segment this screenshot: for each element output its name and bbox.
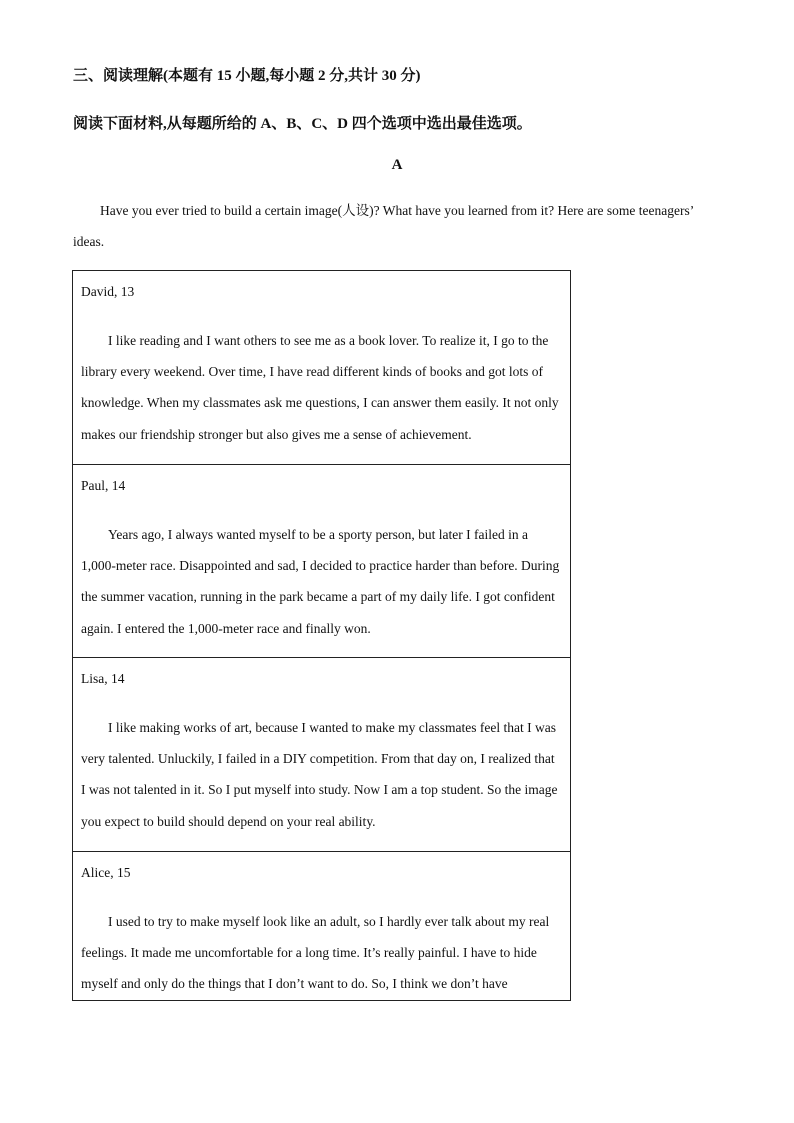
card-name: Paul, 14 — [81, 478, 126, 493]
card-alice — [73, 852, 570, 1000]
passage-label: A — [391, 157, 403, 173]
card-text: I like reading and I want others to see me as a book lover. To realize it, I go to the library every weekend. Over time, I have read different kinds of books and got lots of knowledge. When my classmates ask me questions, I can answer them easily. It not only makes our friendship stronger but also gives me a sense of achievement. — [81, 333, 559, 442]
card-text: I like making works of art, because I wanted to make my classmates feel that I was very talented. Unluckily, I failed in a DIY competition. From that day on, I realized that I was not talented in it. So I put myself into study. Now I am a top student. So the image you expect to build should depend on your real ability. — [81, 720, 558, 829]
card-text: Years ago, I always wanted myself to be a sporty person, but later I failed in a 1,000-meter race. Disappointed and sad, I decided to practice harder than before. During the summer vacation, running in the park became a part of my daily life. I got confident again. I entered the 1,000-meter race and finally won. — [81, 527, 560, 636]
card-david — [73, 271, 570, 465]
section-title: 三、阅读理解(本题有 15 小题,每小题 2 分,共计 30 分) — [73, 68, 421, 84]
card-paul — [73, 465, 570, 658]
card-name: David, 13 — [81, 284, 135, 299]
card-name: Alice, 15 — [81, 865, 131, 880]
card-text: I used to try to make myself look like an adult, so I hardly ever talk about my real feelings. It made me uncomfortable for a long time. It’s really painful. I have to hide myself and only do the things that I don’t want to do. So, I think we don’t have — [81, 914, 550, 992]
instruction: 阅读下面材料,从每题所给的 A、B、C、D 四个选项中选出最佳选项。 — [73, 116, 532, 132]
card-lisa — [73, 658, 570, 852]
intro-paragraph: Have you ever tried to build a certain image(人设)? What have you learned from it? Here are some teenagers’ ideas. — [73, 203, 694, 249]
card-name: Lisa, 14 — [81, 671, 125, 686]
teenager-ideas-table — [72, 270, 571, 1001]
